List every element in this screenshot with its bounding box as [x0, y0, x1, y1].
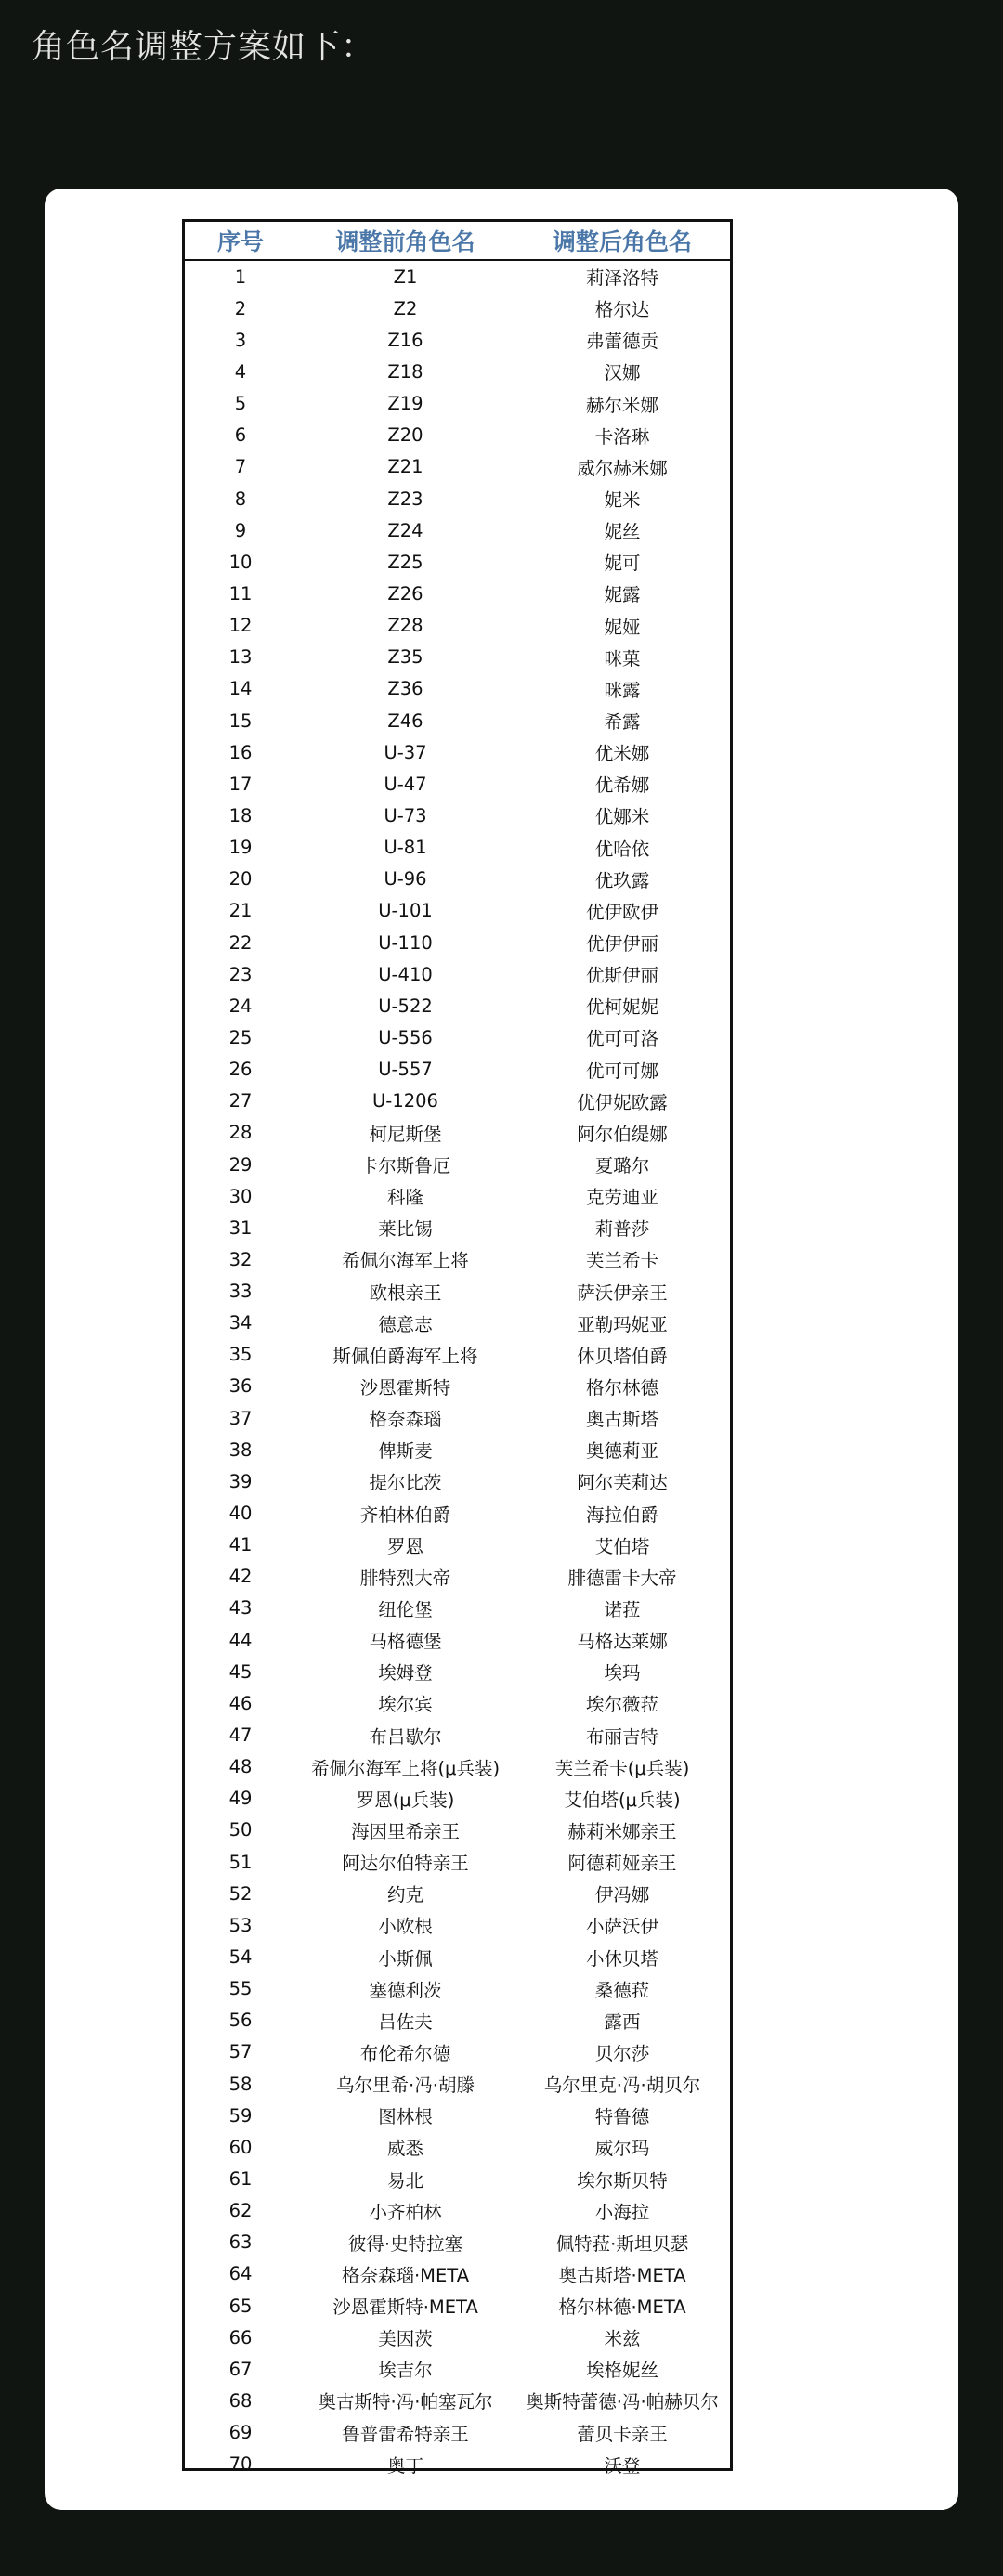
- row-new-name: 布丽吉特: [585, 1725, 658, 1748]
- row-index: 51: [228, 1851, 253, 1873]
- row-index: 32: [228, 1248, 253, 1270]
- row-old-name: Z46: [387, 709, 423, 732]
- row-new-name: 妮丝: [604, 521, 641, 543]
- row-old-name: 阿达尔伯特亲王: [342, 1853, 469, 1875]
- table-row: [185, 705, 730, 736]
- row-index: 50: [228, 1819, 253, 1841]
- row-old-name: 奥古斯特·冯·帕塞瓦尔: [318, 2391, 493, 2413]
- row-index: 38: [228, 1438, 253, 1461]
- row-new-name: 赫尔米娜: [585, 394, 658, 416]
- row-old-name: 罗恩: [386, 1535, 423, 1557]
- row-old-name: 鲁普雷希特亲王: [342, 2423, 469, 2445]
- table-row: [185, 990, 730, 1021]
- row-new-name: 休贝塔伯爵: [577, 1345, 668, 1367]
- row-new-name: 小休贝塔: [585, 1947, 658, 1970]
- header-index: 序号: [216, 228, 264, 255]
- row-new-name: 优伊欧伊: [585, 901, 658, 923]
- table-row: [185, 642, 730, 673]
- row-index: 42: [228, 1566, 253, 1588]
- row-old-name: Z1: [393, 266, 418, 288]
- row-old-name: U-557: [378, 1059, 433, 1081]
- table-row: [185, 1180, 730, 1212]
- row-old-name: U-522: [378, 995, 433, 1017]
- row-old-name: U-81: [384, 837, 427, 859]
- row-new-name: 咪露: [604, 679, 641, 701]
- table-row: [185, 1846, 730, 1878]
- row-index: 70: [228, 2453, 253, 2476]
- table-row: [185, 261, 730, 293]
- row-old-name: 腓特烈大帝: [359, 1567, 451, 1589]
- row-new-name: 妮可: [604, 553, 641, 575]
- table-row: [185, 864, 730, 895]
- table-row: [185, 958, 730, 990]
- row-new-name: 妮娅: [604, 616, 641, 638]
- table-row: [185, 1783, 730, 1815]
- row-index: 65: [228, 2295, 253, 2317]
- row-index: 44: [228, 1629, 253, 1651]
- row-new-name: 威尔玛: [594, 2138, 650, 2160]
- row-new-name: 埃尔斯贝特: [577, 2169, 668, 2192]
- row-old-name: 小欧根: [378, 1916, 433, 1938]
- row-index: 53: [228, 1914, 253, 1936]
- row-new-name: 佩特菈·斯坦贝瑟: [555, 2232, 689, 2255]
- row-new-name: 优玖露: [594, 869, 650, 891]
- table-row: [185, 1497, 730, 1529]
- row-old-name: 吕佐夫: [378, 2010, 433, 2033]
- row-old-name: Z36: [387, 678, 423, 700]
- row-old-name: Z18: [387, 360, 423, 383]
- row-new-name: 小海拉: [594, 2201, 650, 2223]
- table-row: [185, 610, 730, 642]
- row-old-name: 彼得·史特拉塞: [347, 2232, 463, 2255]
- row-index: 41: [228, 1534, 253, 1556]
- row-index: 63: [228, 2231, 253, 2254]
- row-new-name: 优米娜: [594, 743, 650, 765]
- table-row: [185, 1402, 730, 1434]
- row-index: 2: [234, 297, 247, 319]
- table-row: [185, 832, 730, 864]
- row-old-name: 卡尔斯鲁厄: [359, 1155, 451, 1177]
- table-row: [185, 578, 730, 609]
- row-new-name: 奥德莉亚: [585, 1440, 658, 1463]
- row-old-name: 科隆: [386, 1187, 423, 1209]
- row-new-name: 汉娜: [604, 362, 641, 384]
- table-row: [185, 2227, 730, 2258]
- row-old-name: 纽伦堡: [378, 1598, 433, 1620]
- row-new-name: 芙兰希卡: [585, 1250, 658, 1272]
- table-row: [185, 2036, 730, 2068]
- row-old-name: 塞德利茨: [369, 1979, 442, 2001]
- row-new-name: 贝尔莎: [594, 2042, 650, 2064]
- table-row: [185, 1339, 730, 1371]
- row-new-name: 希露: [604, 711, 641, 734]
- row-index: 6: [234, 424, 247, 447]
- row-old-name: 乌尔里希·冯·胡滕: [336, 2075, 475, 2097]
- row-index: 55: [228, 1978, 253, 2000]
- row-index: 58: [228, 2073, 253, 2095]
- table-row: [185, 1909, 730, 1941]
- row-old-name: 布吕歇尔: [369, 1725, 442, 1748]
- row-new-name: 萨沃伊亲王: [577, 1281, 668, 1304]
- row-new-name: 妮露: [604, 584, 641, 606]
- table-row: [185, 1878, 730, 1909]
- row-new-name: 优可可洛: [585, 1028, 658, 1050]
- row-new-name: 小萨沃伊: [585, 1916, 658, 1938]
- image-card: [45, 189, 958, 2510]
- row-new-name: 埃格妮丝: [585, 2360, 658, 2382]
- row-old-name: 约克: [386, 1884, 423, 1906]
- row-old-name: 希佩尔海军上将(μ兵装): [310, 1757, 501, 1779]
- row-old-name: 俾斯麦: [378, 1440, 433, 1463]
- row-old-name: Z21: [387, 456, 423, 478]
- row-index: 40: [228, 1503, 253, 1525]
- table-row: [185, 2068, 730, 2100]
- row-old-name: U-101: [378, 900, 433, 922]
- row-index: 47: [228, 1724, 253, 1747]
- row-old-name: U-556: [378, 1026, 433, 1048]
- table-row: [185, 1751, 730, 1783]
- table-row: [185, 927, 730, 958]
- row-old-name: 格奈森瑙·META: [341, 2264, 470, 2286]
- table-row: [185, 1243, 730, 1275]
- table-row: [185, 356, 730, 387]
- row-new-name: 马格达莱娜: [577, 1631, 668, 1653]
- row-new-name: 蕾贝卡亲王: [577, 2423, 668, 2445]
- row-old-name: 罗恩(μ兵装): [356, 1789, 455, 1811]
- table-row: [185, 293, 730, 324]
- table-row: [185, 1276, 730, 1308]
- row-old-name: 海因里希亲王: [350, 1820, 460, 1842]
- row-new-name: 优希娜: [594, 774, 650, 797]
- row-old-name: 美因茨: [378, 2328, 433, 2350]
- row-index: 22: [228, 931, 253, 954]
- row-index: 31: [228, 1216, 253, 1239]
- row-new-name: 莉普莎: [594, 1218, 650, 1241]
- table-row: [185, 1624, 730, 1656]
- row-new-name: 奥古斯塔: [585, 1409, 658, 1431]
- table-row: [185, 736, 730, 768]
- row-index: 54: [228, 1946, 253, 1969]
- row-new-name: 格尔林德·META: [558, 2296, 686, 2319]
- table-row: [185, 546, 730, 578]
- row-index: 3: [234, 329, 247, 351]
- row-new-name: 阿尔芙莉达: [577, 1472, 668, 1494]
- table-row: [185, 1117, 730, 1149]
- row-new-name: 卡洛琳: [594, 425, 650, 448]
- row-index: 19: [228, 837, 253, 859]
- row-index: 8: [234, 488, 247, 510]
- table-row: [185, 451, 730, 483]
- row-index: 61: [228, 2168, 253, 2190]
- row-new-name: 海拉伯爵: [585, 1503, 658, 1526]
- row-index: 66: [228, 2326, 253, 2348]
- row-index: 11: [228, 582, 253, 605]
- row-new-name: 乌尔里克·冯·胡贝尔: [543, 2075, 701, 2097]
- row-new-name: 芙兰希卡(μ兵装): [554, 1757, 690, 1779]
- row-old-name: 埃尔宾: [378, 1694, 433, 1716]
- table-row: [185, 2163, 730, 2194]
- row-index: 39: [228, 1470, 253, 1492]
- row-index: 69: [228, 2422, 253, 2444]
- table-row: [185, 768, 730, 800]
- table-row: [185, 514, 730, 546]
- row-old-name: 沙恩霍斯特·META: [332, 2296, 478, 2319]
- row-old-name: 图林根: [378, 2106, 433, 2128]
- table-row: [185, 1212, 730, 1243]
- row-old-name: Z35: [387, 646, 423, 669]
- table-row: [185, 1973, 730, 2005]
- row-new-name: 艾伯塔(μ兵装): [564, 1789, 681, 1811]
- table-row: [185, 2322, 730, 2353]
- row-index: 34: [228, 1312, 253, 1334]
- row-new-name: 阿德莉娅亲王: [567, 1853, 677, 1875]
- table-row: [185, 2290, 730, 2322]
- row-new-name: 优哈依: [594, 838, 650, 860]
- row-index: 29: [228, 1153, 253, 1176]
- row-index: 46: [228, 1692, 253, 1714]
- row-old-name: Z26: [387, 582, 423, 605]
- row-old-name: U-1206: [372, 1090, 438, 1112]
- row-index: 4: [234, 360, 247, 383]
- row-index: 12: [228, 615, 253, 637]
- row-index: 52: [228, 1882, 253, 1905]
- row-index: 56: [228, 2010, 253, 2032]
- row-old-name: 提尔比茨: [369, 1472, 442, 1494]
- row-old-name: 德意志: [378, 1313, 433, 1335]
- row-old-name: Z24: [387, 519, 423, 541]
- row-new-name: 伊冯娜: [594, 1884, 650, 1906]
- row-old-name: 马格德堡: [369, 1631, 442, 1653]
- row-new-name: 露西: [604, 2010, 641, 2033]
- row-new-name: 艾伯塔: [594, 1535, 650, 1557]
- row-index: 45: [228, 1660, 253, 1683]
- row-old-name: 格奈森瑙: [369, 1409, 442, 1431]
- row-old-name: 奥丁: [386, 2454, 423, 2477]
- table-row: [185, 2195, 730, 2227]
- row-new-name: 米兹: [604, 2328, 641, 2350]
- row-index: 24: [228, 995, 253, 1017]
- row-new-name: 格尔达: [594, 299, 650, 321]
- row-old-name: 莱比锡: [378, 1218, 433, 1241]
- row-old-name: 希佩尔海军上将: [342, 1250, 469, 1272]
- row-old-name: U-47: [384, 773, 427, 795]
- table-row: [185, 2417, 730, 2449]
- row-new-name: 妮米: [604, 489, 641, 512]
- row-old-name: U-37: [384, 741, 427, 763]
- table-row: [185, 1815, 730, 1846]
- row-index: 15: [228, 709, 253, 732]
- row-old-name: 易北: [386, 2169, 423, 2192]
- row-old-name: Z28: [387, 615, 423, 637]
- row-old-name: 布伦希尔德: [359, 2042, 451, 2064]
- row-index: 67: [228, 2358, 253, 2380]
- table-row: [185, 895, 730, 927]
- table-row: [185, 1719, 730, 1750]
- row-index: 68: [228, 2389, 253, 2412]
- row-old-name: 柯尼斯堡: [369, 1123, 442, 1145]
- row-index: 28: [228, 1122, 253, 1144]
- table-row: [185, 388, 730, 420]
- table-row: [185, 324, 730, 356]
- row-old-name: 埃吉尔: [378, 2360, 433, 2382]
- row-new-name: 优伊伊丽: [585, 933, 658, 956]
- row-old-name: Z19: [387, 393, 423, 415]
- row-index: 49: [228, 1788, 253, 1810]
- row-index: 14: [228, 678, 253, 700]
- table-row: [185, 1941, 730, 1972]
- row-new-name: 诺菈: [604, 1598, 641, 1620]
- table-row: [185, 1593, 730, 1624]
- table-header: [185, 222, 730, 261]
- row-index: 16: [228, 741, 253, 763]
- row-new-name: 夏璐尔: [594, 1155, 650, 1177]
- row-old-name: 小齐柏林: [369, 2201, 442, 2223]
- row-new-name: 弗蕾德贡: [585, 331, 658, 353]
- row-index: 9: [234, 519, 247, 541]
- row-index: 27: [228, 1090, 253, 1112]
- row-index: 64: [228, 2263, 253, 2285]
- row-new-name: 威尔赫米娜: [577, 457, 668, 479]
- table-row: [185, 1656, 730, 1687]
- row-new-name: 埃玛: [604, 1662, 641, 1685]
- row-index: 37: [228, 1407, 253, 1429]
- table-row: [185, 2131, 730, 2163]
- row-index: 62: [228, 2200, 253, 2222]
- row-old-name: 斯佩伯爵海军上将: [332, 1345, 478, 1367]
- row-old-name: Z16: [387, 329, 423, 351]
- row-new-name: 赫莉米娜亲王: [567, 1820, 677, 1842]
- row-old-name: Z20: [387, 424, 423, 447]
- table-row: [185, 1021, 730, 1053]
- row-old-name: 小斯佩: [378, 1947, 433, 1970]
- row-new-name: 特鲁德: [594, 2106, 650, 2128]
- table-row: [185, 1434, 730, 1465]
- table-row: [185, 2385, 730, 2416]
- row-index: 59: [228, 2104, 253, 2127]
- row-index: 57: [228, 2041, 253, 2063]
- row-new-name: 沃登: [604, 2454, 641, 2477]
- row-old-name: 威悉: [386, 2138, 423, 2160]
- row-old-name: Z23: [387, 488, 423, 510]
- row-new-name: 格尔林德: [585, 1376, 658, 1399]
- row-old-name: Z2: [393, 297, 418, 319]
- row-index: 30: [228, 1185, 253, 1207]
- row-index: 36: [228, 1375, 253, 1398]
- table-row: [185, 1465, 730, 1497]
- table-row: [185, 1561, 730, 1593]
- row-old-name: 欧根亲王: [369, 1281, 442, 1304]
- row-new-name: 莉泽洛特: [585, 267, 658, 290]
- row-new-name: 埃尔薇菈: [585, 1694, 658, 1716]
- row-index: 10: [228, 551, 253, 573]
- row-old-name: 沙恩霍斯特: [359, 1376, 451, 1399]
- row-index: 43: [228, 1597, 253, 1620]
- row-index: 5: [234, 393, 247, 415]
- table-row: [185, 2353, 730, 2385]
- table-row: [185, 420, 730, 451]
- row-index: 18: [228, 804, 253, 826]
- row-new-name: 奥古斯塔·META: [558, 2264, 686, 2286]
- row-new-name: 优柯妮妮: [585, 996, 658, 1019]
- row-old-name: 齐柏林伯爵: [359, 1503, 451, 1526]
- row-new-name: 优娜米: [594, 806, 650, 828]
- row-index: 1: [234, 266, 247, 288]
- row-new-name: 腓德雷卡大帝: [567, 1567, 677, 1589]
- table-row: [185, 1529, 730, 1561]
- table-row: [185, 2100, 730, 2131]
- table-row: [185, 1371, 730, 1402]
- row-old-name: U-73: [384, 804, 427, 826]
- rename-table: [182, 219, 733, 2477]
- header-new-name: 调整后角色名: [552, 228, 692, 255]
- intro-text: 角色名调整方案如下：: [32, 28, 376, 66]
- row-old-name: U-410: [378, 963, 433, 985]
- table-row: [185, 2449, 730, 2480]
- row-index: 7: [234, 456, 247, 478]
- row-new-name: 克劳迪亚: [585, 1187, 658, 1209]
- row-new-name: 亚勒玛妮亚: [577, 1313, 668, 1335]
- table-row: [185, 1149, 730, 1180]
- table-row: [185, 1308, 730, 1339]
- table-row: [185, 2258, 730, 2290]
- table-row: [185, 800, 730, 831]
- row-new-name: 阿尔伯缇娜: [577, 1123, 668, 1145]
- row-index: 35: [228, 1344, 253, 1366]
- row-new-name: 桑德菈: [594, 1979, 650, 2001]
- row-index: 20: [228, 868, 253, 891]
- row-old-name: 埃姆登: [378, 1662, 433, 1685]
- row-index: 25: [228, 1026, 253, 1048]
- table-row: [185, 2005, 730, 2036]
- row-index: 13: [228, 646, 253, 669]
- table-row: [185, 673, 730, 705]
- row-index: 23: [228, 963, 253, 985]
- row-new-name: 咪菓: [604, 647, 641, 670]
- table-row: [185, 483, 730, 514]
- row-old-name: Z25: [387, 551, 423, 573]
- table-row: [185, 1054, 730, 1086]
- row-new-name: 优伊妮欧露: [577, 1091, 668, 1113]
- row-index: 33: [228, 1281, 253, 1303]
- row-index: 17: [228, 773, 253, 795]
- row-new-name: 优斯伊丽: [585, 965, 658, 987]
- row-old-name: U-110: [378, 931, 433, 954]
- row-index: 60: [228, 2136, 253, 2158]
- row-index: 21: [228, 900, 253, 922]
- row-old-name: U-96: [384, 868, 427, 891]
- table-row: [185, 1086, 730, 1117]
- row-index: 48: [228, 1756, 253, 1778]
- table-row: [185, 1687, 730, 1719]
- table-body: [185, 261, 730, 2480]
- row-new-name: 优可可娜: [585, 1060, 658, 1082]
- header-old-name: 调整前角色名: [335, 228, 475, 255]
- row-new-name: 奥斯特蕾德·冯·帕赫贝尔: [526, 2391, 719, 2413]
- row-index: 26: [228, 1059, 253, 1081]
